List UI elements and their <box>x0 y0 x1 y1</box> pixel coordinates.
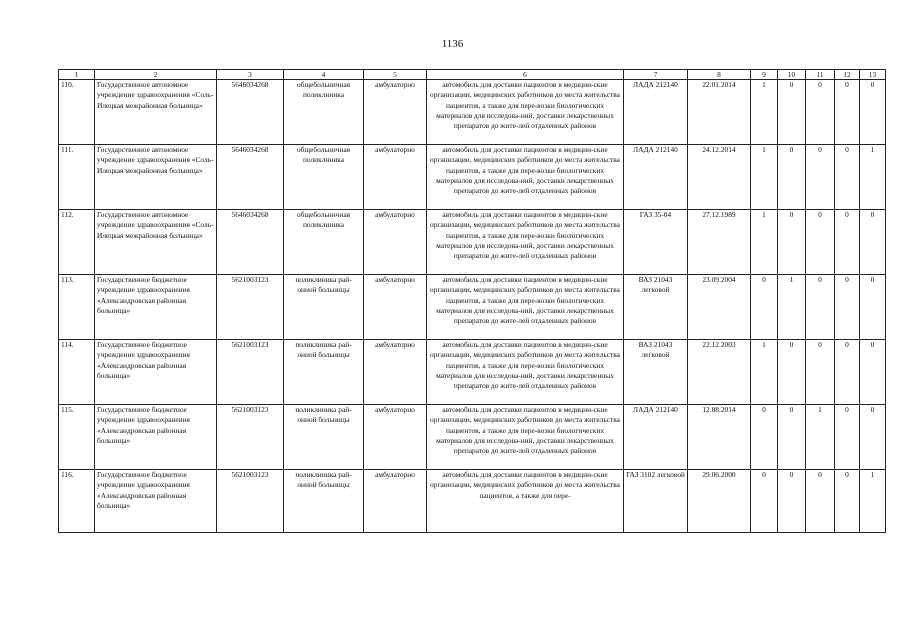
column-header: 7 <box>624 70 688 80</box>
inn-code: 5621003123 <box>217 340 284 405</box>
col-10-value: 0 <box>778 470 806 533</box>
vehicle-purpose: автомобиль для доставки пациентов в медицин-ские организации, медицинских работников до места жительства пациентов, а также для пере-возки биологических материалов для исследова-ний, доставки лекарственных препаратов до жите-лей отдаленных районов <box>427 80 624 145</box>
table-row <box>59 470 886 533</box>
inn-code: 5646034268 <box>217 210 284 275</box>
column-header: 2 <box>95 70 217 80</box>
col-11-value: 0 <box>806 275 835 340</box>
vehicle-date: 27.12.1989 <box>688 210 751 275</box>
organization-name: Государственное бюджетное учреждение здравоохранения «Александровская районная больница» <box>95 470 217 533</box>
column-header: 6 <box>427 70 624 80</box>
vehicle-model: ВАЗ 21043 легковой <box>624 275 688 340</box>
inn-code: 5621003123 <box>217 275 284 340</box>
vehicle-date: 22.12.2003 <box>688 340 751 405</box>
row-number: 114. <box>59 340 95 405</box>
col-10-value: 1 <box>778 275 806 340</box>
col-12-value: 0 <box>835 340 860 405</box>
unit-type: поликлиника рай-онной больницы <box>284 405 364 470</box>
col-11-value: 0 <box>806 145 835 210</box>
vehicle-model: ЛАДА 212140 <box>624 405 688 470</box>
unit-type: общебольничная поликлиника <box>284 210 364 275</box>
care-condition: амбулаторно <box>364 145 427 210</box>
col-10-value: 0 <box>778 145 806 210</box>
care-condition: амбулаторно <box>364 210 427 275</box>
col-10-value: 0 <box>778 405 806 470</box>
col-9-value: 1 <box>751 145 778 210</box>
col-9-value: 1 <box>751 80 778 145</box>
col-11-value: 0 <box>806 340 835 405</box>
care-condition: амбулаторно <box>364 275 427 340</box>
vehicle-date: 22.01.2014 <box>688 80 751 145</box>
column-header: 8 <box>688 70 751 80</box>
col-11-value: 0 <box>806 210 835 275</box>
vehicle-purpose: автомобиль для доставки пациентов в медицин-ские организации, медицинских работников до места жительства пациентов, а также для пере- <box>427 470 624 533</box>
row-number: 110. <box>59 80 95 145</box>
vehicle-purpose: автомобиль для доставки пациентов в медицин-ские организации, медицинских работников до места жительства пациентов, а также для пере-возки биологических материалов для исследова-ний, доставки лекарственных препаратов до жите-лей отдаленных районов <box>427 405 624 470</box>
care-condition: амбулаторно <box>364 80 427 145</box>
vehicle-model: ГАЗ 35-04 <box>624 210 688 275</box>
col-12-value: 0 <box>835 80 860 145</box>
care-condition: амбулаторно <box>364 405 427 470</box>
unit-type: поликлиника рай-онной больницы <box>284 340 364 405</box>
inn-code: 5621003123 <box>217 405 284 470</box>
vehicle-purpose: автомобиль для доставки пациентов в медицин-ские организации, медицинских работников до места жительства пациентов, а также для пере-возки биологических материалов для исследова-ний, доставки лекарственных препаратов до жите-лей отдаленных районов <box>427 340 624 405</box>
col-12-value: 0 <box>835 405 860 470</box>
column-header: 11 <box>806 70 835 80</box>
col-13-value: 0 <box>860 210 886 275</box>
inn-code: 5646034268 <box>217 145 284 210</box>
row-number: 116. <box>59 470 95 533</box>
row-number: 113. <box>59 275 95 340</box>
col-11-value: 0 <box>806 80 835 145</box>
column-header: 13 <box>860 70 886 80</box>
col-9-value: 0 <box>751 470 778 533</box>
col-13-value: 1 <box>860 470 886 533</box>
col-9-value: 0 <box>751 405 778 470</box>
vehicle-purpose: автомобиль для доставки пациентов в медицин-ские организации, медицинских работников до места жительства пациентов, а также для пере-возки биологических материалов для исследова-ний, доставки лекарственных препаратов до жите-лей отдаленных районов <box>427 145 624 210</box>
col-11-value: 0 <box>806 470 835 533</box>
col-9-value: 1 <box>751 340 778 405</box>
col-13-value: 0 <box>860 405 886 470</box>
column-header: 9 <box>751 70 778 80</box>
row-number: 112. <box>59 210 95 275</box>
column-header: 10 <box>778 70 806 80</box>
vehicle-date: 29.06.2000 <box>688 470 751 533</box>
col-12-value: 0 <box>835 470 860 533</box>
row-number: 111. <box>59 145 95 210</box>
inn-code: 5621003123 <box>217 470 284 533</box>
col-13-value: 1 <box>860 145 886 210</box>
unit-type: поликлиника рай-онной больницы <box>284 470 364 533</box>
organization-name: Государственное бюджетное учреждение здравоохранения «Александровская районная больница» <box>95 275 217 340</box>
organization-name: Государственное бюджетное учреждение здравоохранения «Александровская районная больница» <box>95 405 217 470</box>
table-row <box>59 80 886 145</box>
vehicle-date: 24.12.2014 <box>688 145 751 210</box>
organization-name: Государственное бюджетное учреждение здравоохранения «Александровская районная больница» <box>95 340 217 405</box>
vehicle-purpose: автомобиль для доставки пациентов в медицин-ские организации, медицинских работников до места жительства пациентов, а также для пере-возки биологических материалов для исследова-ний, доставки лекарственных препаратов до жите-лей отдаленных районов <box>427 275 624 340</box>
col-10-value: 0 <box>778 80 806 145</box>
vehicle-model: ЛАДА 212140 <box>624 145 688 210</box>
unit-type: поликлиника рай-онной больницы <box>284 275 364 340</box>
table-row <box>59 275 886 340</box>
table-row <box>59 145 886 210</box>
col-13-value: 0 <box>860 80 886 145</box>
vehicle-model: ЛАДА 212140 <box>624 80 688 145</box>
vehicle-date: 12.08.2014 <box>688 405 751 470</box>
organization-name: Государственное автономное учреждение здравоохранения «Соль-Илецкая межрайонная больница» <box>95 80 217 145</box>
vehicle-purpose: автомобиль для доставки пациентов в медицин-ские организации, медицинских работников до места жительства пациентов, а также для пере-возки биологических материалов для исследова-ний, доставки лекарственных препаратов до жите-лей отдаленных районов <box>427 210 624 275</box>
table-row <box>59 210 886 275</box>
inn-code: 5646034268 <box>217 80 284 145</box>
column-header: 5 <box>364 70 427 80</box>
organization-name: Государственное автономное учреждение здравоохранения «Соль-Илецкая межрайонная больница» <box>95 210 217 275</box>
col-11-value: 1 <box>806 405 835 470</box>
vehicle-model: ГАЗ 3102 легковой <box>624 470 688 533</box>
page-number: 1136 <box>441 38 464 50</box>
col-10-value: 0 <box>778 340 806 405</box>
vehicle-register-table <box>58 69 886 533</box>
vehicle-model: ВАЗ 21043 легковой <box>624 340 688 405</box>
unit-type: общебольничная поликлиника <box>284 145 364 210</box>
col-12-value: 0 <box>835 275 860 340</box>
col-12-value: 0 <box>835 210 860 275</box>
column-header: 3 <box>217 70 284 80</box>
column-header: 1 <box>59 70 95 80</box>
table-row <box>59 340 886 405</box>
organization-name: Государственное автономное учреждение здравоохранения «Соль-Илецкая межрайонная больница» <box>95 145 217 210</box>
unit-type: общебольничная поликлиника <box>284 80 364 145</box>
row-number: 115. <box>59 405 95 470</box>
column-header: 4 <box>284 70 364 80</box>
column-header: 12 <box>835 70 860 80</box>
vehicle-date: 23.09.2004 <box>688 275 751 340</box>
column-number-row <box>59 70 886 80</box>
col-13-value: 0 <box>860 340 886 405</box>
col-10-value: 0 <box>778 210 806 275</box>
col-9-value: 1 <box>751 210 778 275</box>
col-12-value: 0 <box>835 145 860 210</box>
col-13-value: 0 <box>860 275 886 340</box>
col-9-value: 0 <box>751 275 778 340</box>
care-condition: амбулаторно <box>364 340 427 405</box>
table-row <box>59 405 886 470</box>
care-condition: амбулаторно <box>364 470 427 533</box>
